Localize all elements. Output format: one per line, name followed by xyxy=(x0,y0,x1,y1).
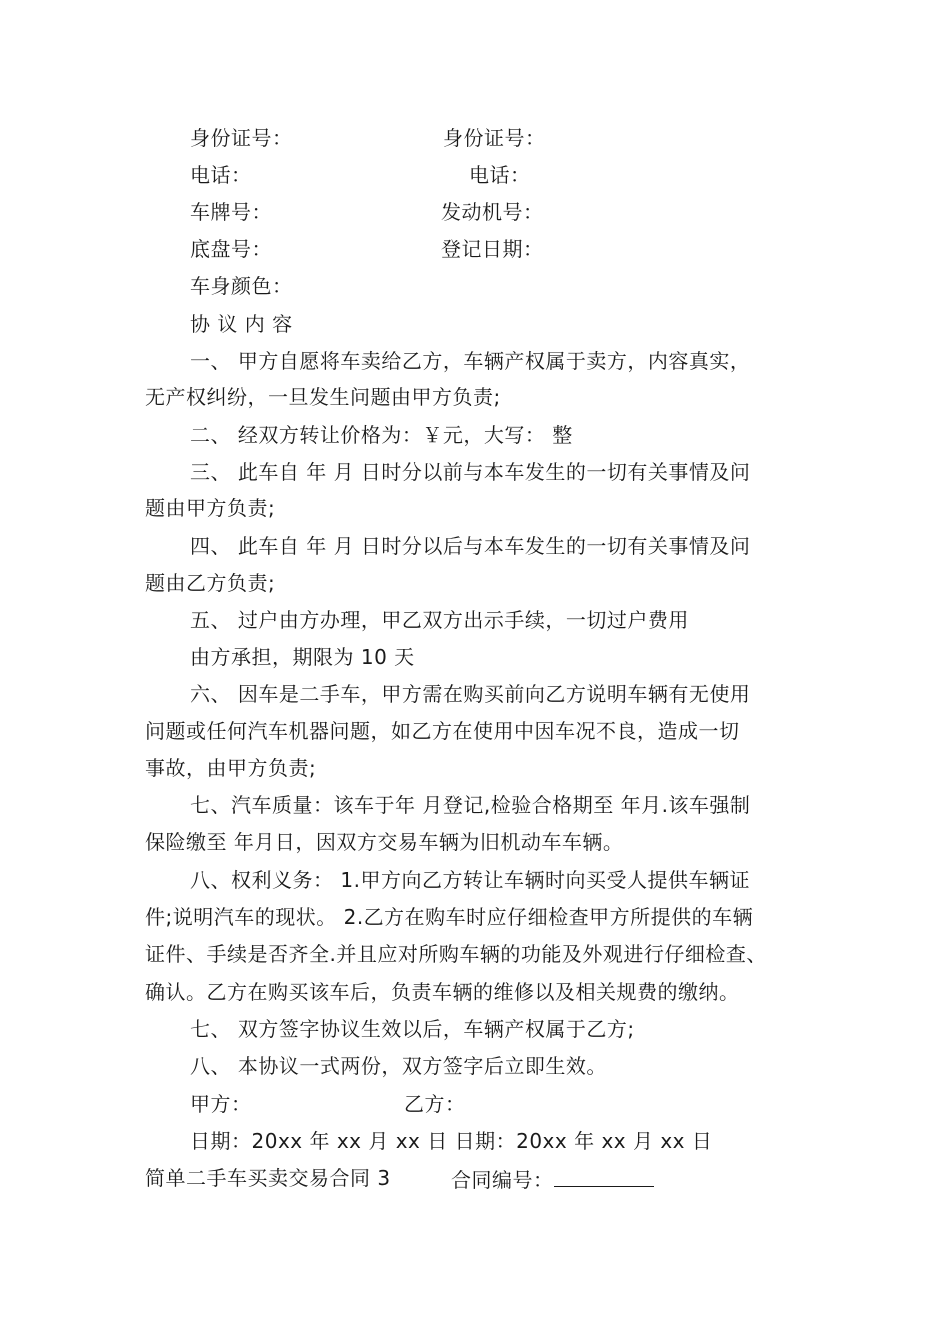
party-b-label: 乙方： xyxy=(404,1092,466,1116)
clause-line: 无产权纠纷，一旦发生问题由甲方负责; xyxy=(145,385,501,409)
clause-line: 四、 此车自 年 月 日时分以后与本车发生的一切有关事情及问 xyxy=(190,534,751,558)
register-date-label: 登记日期： xyxy=(441,237,544,261)
clause-line: 六、 因车是二手车，甲方需在购买前向乙方说明车辆有无使用 xyxy=(190,682,751,706)
clause-line: 题由乙方负责; xyxy=(145,571,276,595)
clause-line: 证件、手续是否齐全.并且应对所购车辆的功能及外观进行仔细检查、 xyxy=(145,942,767,966)
clause-line: 一、 甲方自愿将车卖给乙方，车辆产权属于卖方，内容真实， xyxy=(190,349,751,373)
engine-label: 发动机号： xyxy=(441,200,544,224)
clause-line: 八、权利义务： 1.甲方向乙方转让车辆时向买受人提供车辆证 xyxy=(190,868,750,892)
clause-line: 二、 经双方转让价格为：￥元，大写： 整 xyxy=(190,423,573,447)
clause-line: 七、汽车质量：该车于年 月登记,检验合格期至 年月.该车强制 xyxy=(190,793,751,817)
clause-line: 由方承担，期限为 10 天 xyxy=(190,645,415,669)
clause-line: 件;说明汽车的现状。 2.乙方在购车时应仔细检查甲方所提供的车辆 xyxy=(145,905,754,929)
next-contract-title: 简单二手车买卖交易合同 3 xyxy=(145,1166,391,1190)
chassis-label: 底盘号： xyxy=(190,237,272,261)
seller-id-label: 身份证号： xyxy=(190,126,293,150)
clause-line: 确认。乙方在购买该车后，负责车辆的维修以及相关规费的缴纳。 xyxy=(145,980,740,1004)
clause-line: 七、 双方签字协议生效以后，车辆产权属于乙方; xyxy=(190,1017,635,1041)
color-label: 车身颜色： xyxy=(190,274,293,298)
clause-line: 题由甲方负责; xyxy=(145,496,276,520)
clause-line: 问题或任何汽车机器问题，如乙方在使用中因车况不良，造成一切 xyxy=(145,719,740,743)
clause-line: 五、 过户由方办理，甲乙双方出示手续，一切过户费用 xyxy=(190,608,689,632)
plate-label: 车牌号： xyxy=(190,200,272,224)
seller-phone-label: 电话： xyxy=(190,163,252,187)
buyer-phone-label: 电话： xyxy=(469,163,531,187)
agreement-heading: 协 议 内 容 xyxy=(190,312,293,336)
clause-line: 事故，由甲方负责; xyxy=(145,756,317,780)
signature-dates: 日期：20xx 年 xx 月 xx 日 日期：20xx 年 xx 月 xx 日 xyxy=(190,1129,713,1153)
contract-number-blank[interactable] xyxy=(554,1164,654,1187)
clause-line: 三、 此车自 年 月 日时分以前与本车发生的一切有关事情及问 xyxy=(190,460,751,484)
contract-number-row xyxy=(451,1164,654,1194)
clause-line: 保险缴至 年月日，因双方交易车辆为旧机动车车辆。 xyxy=(145,830,624,854)
party-a-label: 甲方： xyxy=(190,1092,252,1116)
buyer-id-label: 身份证号： xyxy=(443,126,546,150)
contract-number-label: 合同编号： xyxy=(451,1168,554,1192)
clause-line: 八、 本协议一式两份，双方签字后立即生效。 xyxy=(190,1054,607,1078)
